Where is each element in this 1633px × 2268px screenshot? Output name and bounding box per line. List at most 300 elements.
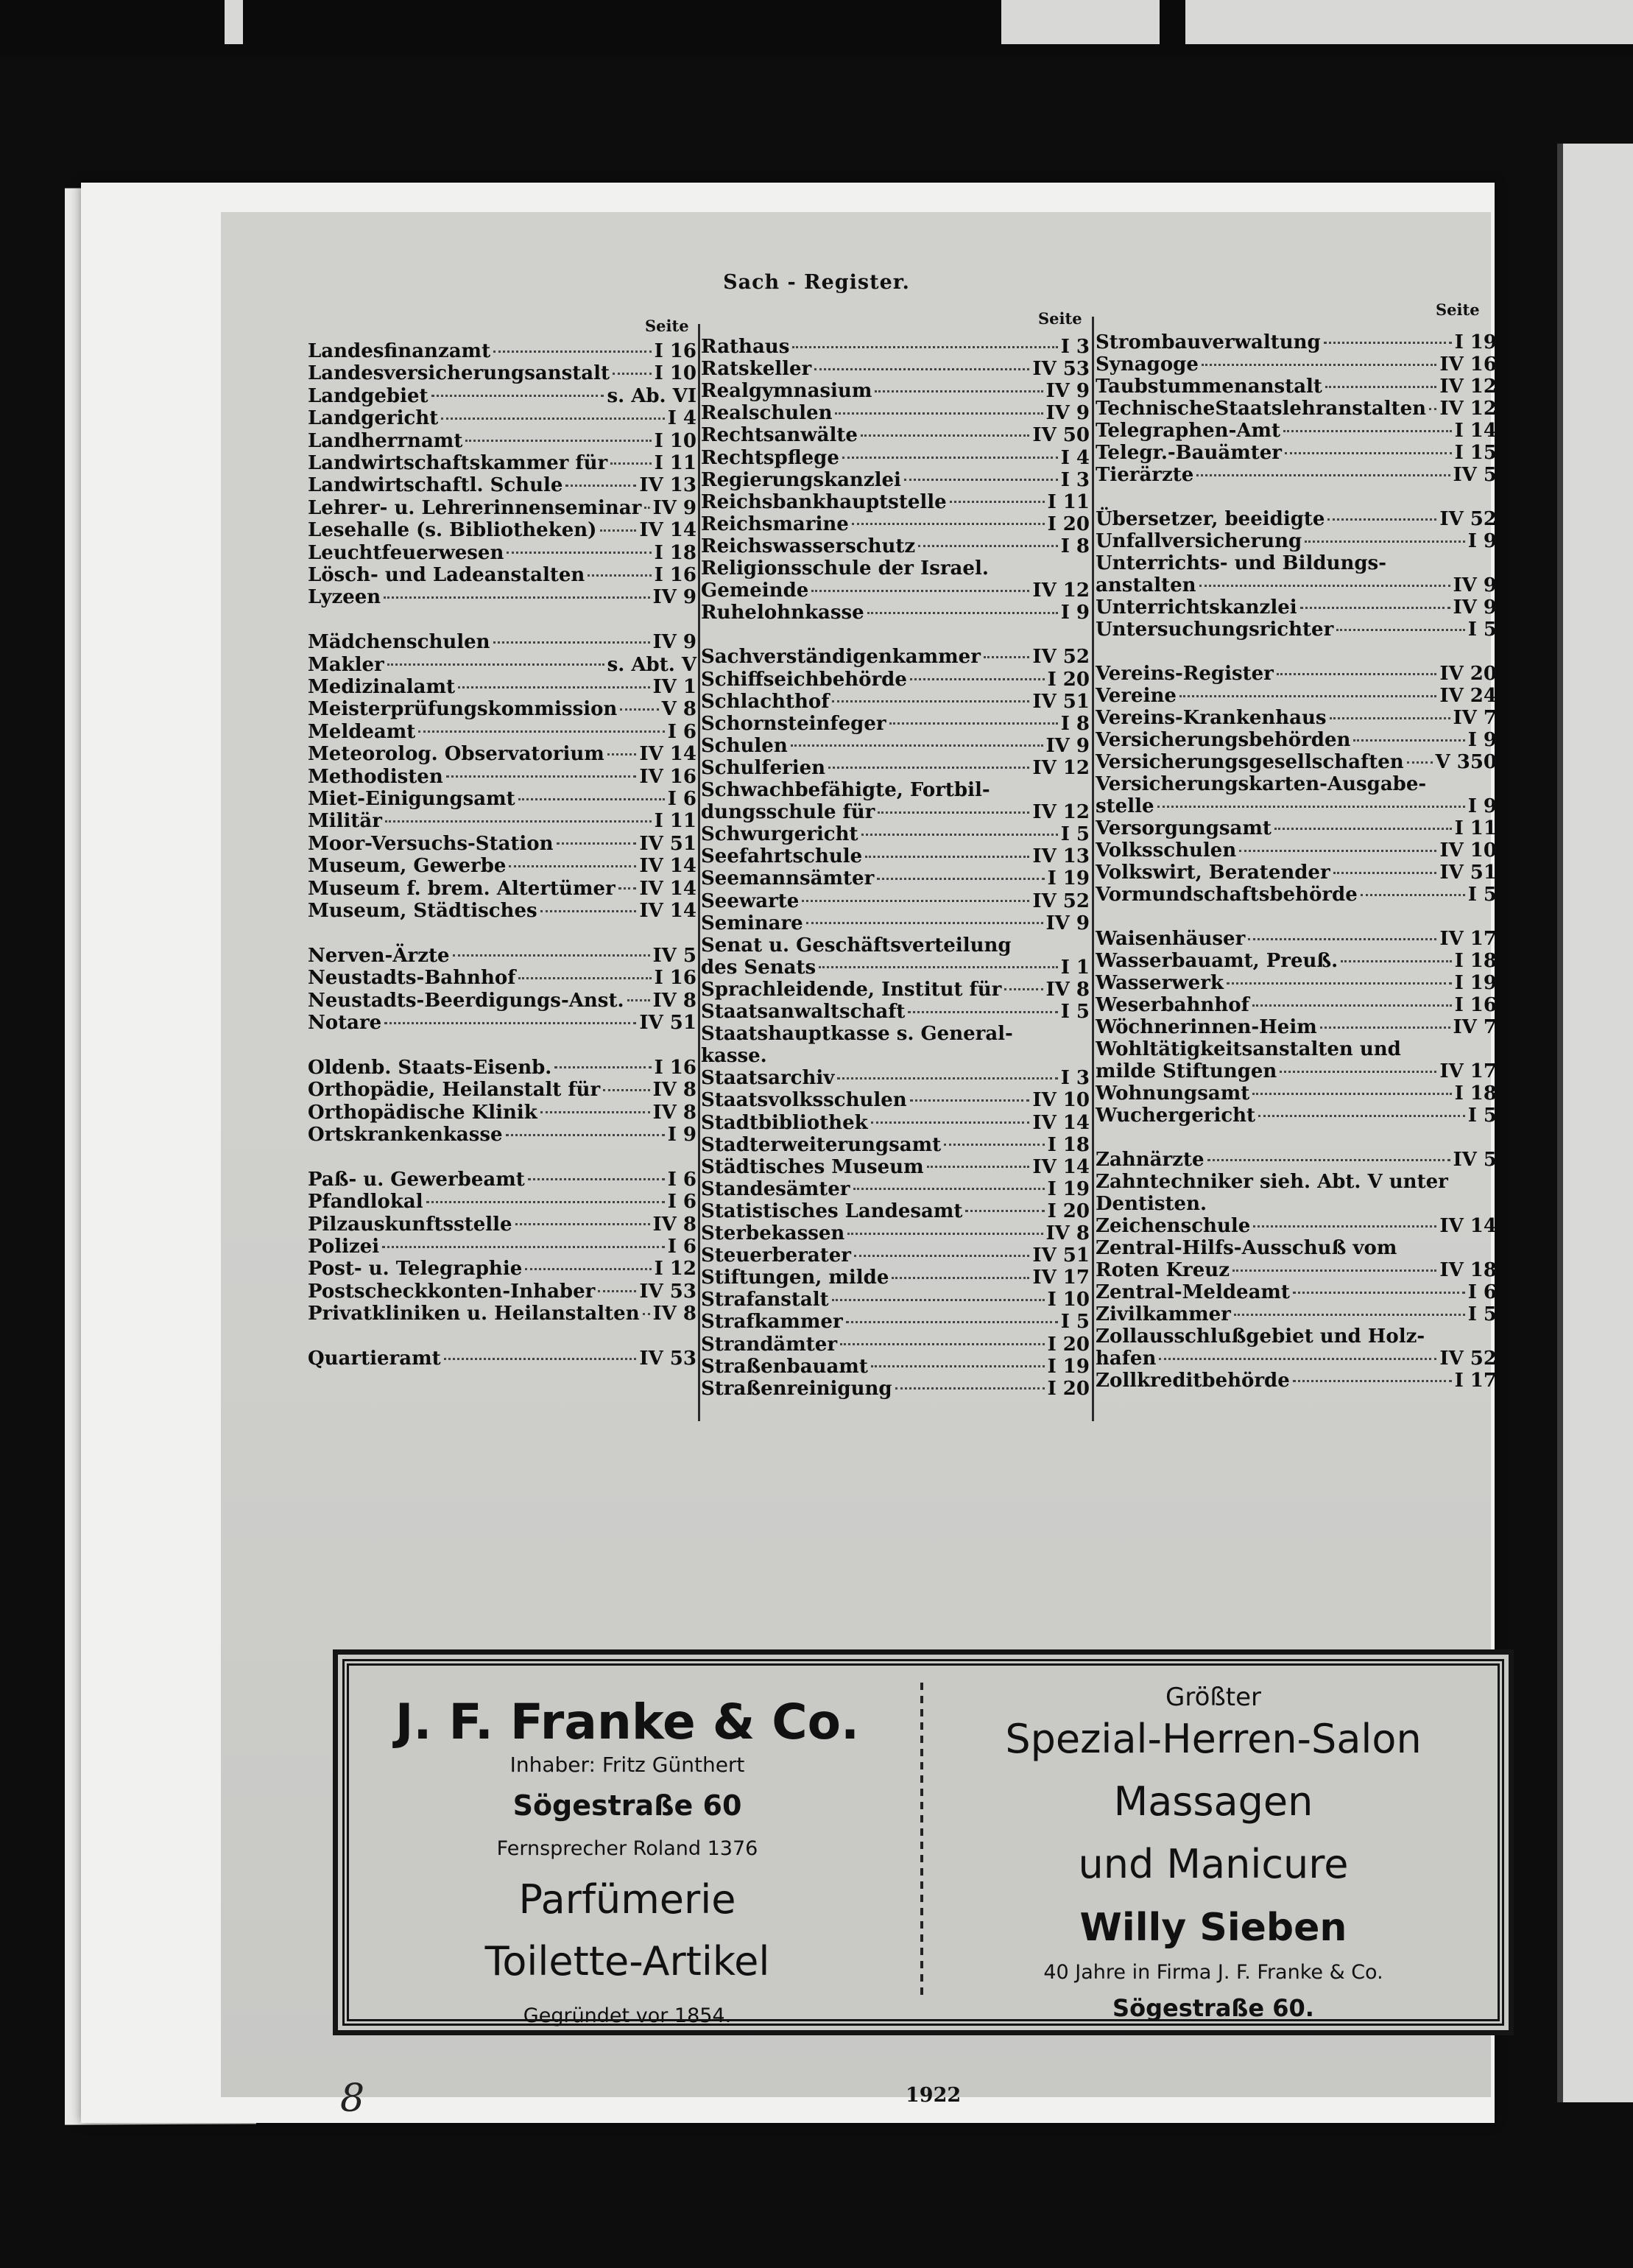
register-entry: [1096, 1370, 1497, 1392]
register-entry: [308, 497, 696, 519]
entry-term: Schwachbefähigte, Fortbil-: [701, 779, 990, 801]
register-entry: [308, 833, 696, 855]
entry-term: Ruhelohnkasse: [701, 602, 864, 624]
leader-dots: [837, 1077, 1057, 1080]
entry-page-ref: IV 8: [652, 1213, 696, 1236]
entry-term: Wasserbauamt, Preuß.: [1096, 950, 1339, 972]
entry-page-ref: I 20: [1047, 1377, 1090, 1400]
entry-page-ref: IV 52: [1439, 1348, 1497, 1370]
entry-term: Wuchergericht: [1096, 1105, 1256, 1127]
leader-dots: [627, 999, 650, 1001]
register-entry: [1096, 574, 1497, 596]
entry-page-ref: I 16: [654, 340, 696, 362]
entry-term: Reichsmarine: [701, 513, 849, 535]
register-entry: [701, 823, 1090, 845]
entry-page-ref: IV 17: [1439, 928, 1497, 950]
entry-page-ref: I 10: [654, 429, 696, 452]
leader-dots: [861, 834, 1058, 836]
adjacent-page: [1557, 144, 1633, 2102]
leader-dots: [565, 485, 636, 487]
leader-dots: [832, 700, 1029, 702]
register-entry: [701, 801, 1090, 823]
register-entry: [701, 1244, 1090, 1267]
entry-term: Religionsschule der Israel.: [701, 557, 989, 580]
entry-page-ref: I 9: [667, 1124, 696, 1146]
entry-page-ref: IV 14: [1439, 1215, 1497, 1237]
leader-dots: [892, 1277, 1029, 1279]
entry-term: Städtisches Museum: [701, 1155, 924, 1178]
entry-term: Quartieramt: [308, 1348, 441, 1370]
leader-dots: [1234, 1314, 1465, 1316]
register-entry: [701, 580, 1090, 602]
entry-term: TechnischeStaatslehranstalten: [1096, 398, 1427, 420]
register-entry: [701, 1378, 1090, 1400]
entry-page-ref: IV 51: [639, 1012, 696, 1034]
entry-page-ref: I 20: [1047, 1200, 1090, 1222]
entry-term: Telegraphen-Amt: [1096, 420, 1281, 442]
leader-dots: [1285, 452, 1452, 454]
entry-term: Weserbahnhof: [1096, 994, 1249, 1016]
register-entry: [308, 990, 696, 1012]
entry-page-ref: IV 12: [1032, 801, 1090, 824]
leader-dots: [853, 1188, 1045, 1190]
entry-term: Mädchenschulen: [308, 631, 490, 654]
entry-page-ref: I 6: [1467, 1281, 1497, 1303]
register-entry: [701, 491, 1090, 513]
column-rule: [1092, 317, 1094, 1421]
register-entry: [1096, 508, 1497, 530]
leader-dots: [613, 373, 652, 375]
register-entry: [1096, 1193, 1497, 1215]
entry-term: Strafanstalt: [701, 1289, 829, 1311]
register-entry: [701, 1001, 1090, 1023]
entry-term: Museum, Städtisches: [308, 900, 537, 922]
register-entry: [1096, 862, 1497, 884]
leader-dots: [1327, 518, 1436, 521]
entry-term: Volksschulen: [1096, 839, 1237, 862]
register-entry: [1096, 839, 1497, 862]
entry-page-ref: IV 13: [1032, 845, 1090, 868]
leader-dots: [418, 730, 664, 733]
entry-page-ref: I 6: [667, 1168, 696, 1191]
entry-term: Straßenbauamt: [701, 1355, 868, 1378]
leader-dots: [1429, 408, 1436, 410]
entry-page-ref: I 6: [667, 788, 696, 810]
leader-dots: [465, 440, 651, 442]
register-entry: [701, 1067, 1090, 1089]
entry-page-ref: IV 1: [652, 676, 696, 698]
register-entry: [1096, 442, 1497, 464]
entry-term: Dentisten.: [1096, 1193, 1207, 1215]
entry-term: Steuerberater: [701, 1244, 851, 1267]
register-entry: [1096, 994, 1497, 1016]
entry-term: Staatsarchiv: [701, 1067, 835, 1090]
entry-page-ref: IV 9: [652, 586, 696, 609]
register-entry: [308, 631, 696, 653]
register-entry: [701, 1089, 1090, 1111]
register-entry: [1096, 707, 1497, 729]
leader-dots: [1202, 364, 1437, 366]
leader-dots: [506, 1134, 665, 1136]
entry-term: stelle: [1096, 795, 1154, 817]
entry-term: Stadterweiterungsamt: [701, 1133, 942, 1156]
register-entry: [1096, 1105, 1497, 1127]
entry-term: Leuchtfeuerwesen: [308, 541, 504, 564]
entry-term: Nerven-Ärzte: [308, 944, 450, 967]
entry-page-ref: IV 17: [1439, 1060, 1497, 1082]
ad-product-line-1: Parfümerie: [518, 1876, 736, 1923]
leader-dots: [832, 1299, 1045, 1301]
leader-dots: [528, 1178, 665, 1180]
leader-dots: [1196, 474, 1450, 476]
leader-dots: [1248, 938, 1436, 940]
entry-term: Versorgungsamt: [1096, 817, 1272, 839]
register-entry: [1096, 464, 1497, 486]
leader-dots: [540, 1111, 650, 1113]
leader-dots: [384, 596, 649, 599]
register-entry: [701, 757, 1090, 779]
leader-dots: [835, 412, 1043, 415]
leader-dots: [1361, 894, 1465, 896]
register-entry: [701, 912, 1090, 934]
entry-page-ref: IV 8: [652, 1079, 696, 1102]
entry-term: Schulferien: [701, 756, 826, 779]
entry-term: Notare: [308, 1012, 382, 1034]
leader-dots: [431, 395, 604, 397]
film-frame-edge: [225, 0, 243, 44]
register-entry: [701, 1222, 1090, 1244]
entry-page-ref: IV 51: [1032, 690, 1090, 713]
leader-dots: [861, 434, 1029, 437]
entry-page-ref: I 18: [1454, 1082, 1497, 1105]
register-entry: [1096, 1281, 1497, 1303]
leader-dots: [1199, 585, 1450, 587]
register-entry: [1096, 353, 1497, 376]
entry-page-ref: I 18: [1454, 950, 1497, 972]
register-entry: [1096, 1259, 1497, 1281]
entry-page-ref: I 9: [1467, 795, 1497, 817]
leader-dots: [607, 753, 637, 756]
register-entry: [701, 1356, 1090, 1378]
register-entry: [308, 676, 696, 698]
entry-term: Makler: [308, 653, 384, 676]
leader-dots: [1293, 1380, 1452, 1382]
leader-dots: [1227, 982, 1452, 985]
entry-term: Reichsbankhauptstelle: [701, 490, 947, 513]
entry-term: Moor-Versuchs-Station: [308, 832, 554, 855]
leader-dots: [806, 922, 1043, 924]
register-entry: [701, 713, 1090, 735]
entry-term: des Senats: [701, 956, 816, 979]
entry-term: Roten Kreuz: [1096, 1259, 1230, 1281]
register-entry: [308, 810, 696, 832]
entry-term: Realschulen: [701, 402, 833, 425]
leader-dots: [1407, 761, 1433, 764]
entry-page-ref: IV 51: [639, 832, 696, 855]
leader-dots: [385, 820, 652, 823]
entry-term: Medizinalamt: [308, 676, 456, 698]
leader-dots: [965, 1210, 1044, 1212]
register-entry: [308, 654, 696, 676]
entry-term: Lesehalle (s. Bibliotheken): [308, 519, 597, 542]
film-frame-edge: [1185, 0, 1633, 44]
register-entry: [1096, 1237, 1497, 1259]
register-entry: [308, 766, 696, 788]
entry-term: Zeichenschule: [1096, 1215, 1251, 1237]
leader-dots: [889, 722, 1058, 725]
ad-company-name: J. F. Franke & Co.: [395, 1694, 860, 1750]
leader-dots: [1004, 988, 1043, 990]
register-entry: [308, 900, 696, 922]
entry-page-ref: I 3: [1060, 468, 1090, 491]
entry-term: Unfallversicherung: [1096, 530, 1302, 552]
entry-term: milde Stiftungen: [1096, 1060, 1277, 1082]
register-entry: [701, 1045, 1090, 1067]
register-entry: [701, 890, 1090, 912]
register-entry: [701, 424, 1090, 446]
entry-term: Rechtsanwälte: [701, 424, 858, 447]
leader-dots: [426, 1201, 665, 1203]
entry-page-ref: I 8: [1060, 535, 1090, 557]
film-frame-edge: [1001, 0, 1160, 44]
entry-term: Statistisches Landesamt: [701, 1200, 963, 1222]
entry-page-ref: IV 9: [1045, 734, 1090, 757]
entry-page-ref: I 5: [1060, 1001, 1090, 1023]
register-entry: [308, 1102, 696, 1124]
entry-page-ref: I 16: [654, 967, 696, 990]
leader-dots: [1293, 1292, 1465, 1294]
register-entry: [701, 845, 1090, 867]
entry-term: Regierungskanzlei: [701, 468, 901, 491]
register-entry: [701, 1023, 1090, 1045]
register-entry: [308, 721, 696, 743]
entry-page-ref: I 9: [1467, 729, 1497, 751]
leader-dots: [877, 878, 1044, 880]
register-entry: [1096, 950, 1497, 972]
leader-dots: [918, 545, 1057, 547]
leader-dots: [540, 910, 637, 912]
entry-page-ref: I 14: [1454, 420, 1497, 442]
entry-page-ref: IV 12: [1032, 756, 1090, 779]
register-entry: [1096, 1149, 1497, 1171]
leader-dots: [950, 501, 1045, 503]
entry-term: Tierärzte: [1096, 464, 1194, 486]
register-entry: [308, 878, 696, 900]
entry-page-ref: I 20: [1047, 513, 1090, 535]
leader-dots: [944, 1144, 1044, 1146]
entry-page-ref: I 5: [1467, 1303, 1497, 1325]
entry-term: Schiffseichbehörde: [701, 668, 907, 691]
register-entry: [1096, 663, 1497, 685]
register-entry: [701, 867, 1090, 890]
entry-page-ref: IV 14: [639, 743, 696, 766]
ad-salon-line-3: Massagen: [1113, 1778, 1313, 1825]
entry-term: Untersuchungsrichter: [1096, 619, 1334, 641]
entry-page-ref: I 11: [1454, 817, 1497, 839]
register-entry: [1096, 795, 1497, 817]
entry-term: Strandämter: [701, 1333, 838, 1356]
register-entry: [308, 1012, 696, 1034]
entry-term: Versicherungsgesellschaften: [1096, 751, 1404, 773]
leader-dots: [446, 775, 637, 778]
register-entry: [308, 1214, 696, 1236]
leader-dots: [1157, 806, 1465, 808]
leader-dots: [1305, 540, 1465, 543]
entry-page-ref: I 11: [654, 810, 696, 833]
register-entry: [701, 646, 1090, 668]
leader-dots: [1300, 607, 1450, 609]
leader-dots: [525, 1268, 651, 1270]
entry-page-ref: IV 8: [652, 1303, 696, 1325]
entry-term: hafen: [1096, 1348, 1157, 1370]
leader-dots: [1341, 960, 1451, 962]
entry-page-ref: I 5: [1060, 823, 1090, 846]
leader-dots: [1159, 1358, 1436, 1360]
entry-term: Seefahrtschule: [701, 845, 863, 868]
entry-page-ref: I 19: [1454, 972, 1497, 994]
leader-dots: [847, 1233, 1043, 1235]
ad-salon-line-2: Spezial-Herren-Salon: [1005, 1716, 1422, 1762]
leader-dots: [515, 1223, 650, 1225]
register-entry: [308, 1348, 696, 1370]
entry-term: Strombauverwaltung: [1096, 331, 1321, 353]
entry-page-ref: I 8: [1060, 712, 1090, 735]
entry-term: Landwirtschaftskammer für: [308, 452, 608, 474]
entry-term: Staatsvolksschulen: [701, 1089, 907, 1112]
entry-page-ref: IV 52: [1032, 890, 1090, 912]
entry-term: Straßenreinigung: [701, 1377, 892, 1400]
leader-dots: [1330, 717, 1450, 719]
register-entry: [308, 1124, 696, 1146]
entry-page-ref: IV 16: [1439, 353, 1497, 376]
leader-dots: [1239, 850, 1436, 852]
entry-page-ref: I 4: [667, 407, 696, 430]
ad-phone: Fernsprecher Roland 1376: [496, 1837, 758, 1860]
leader-dots: [620, 708, 658, 711]
entry-term: Landgebiet: [308, 384, 428, 407]
register-entry: [308, 430, 696, 452]
entry-term: Polizei: [308, 1236, 380, 1258]
entry-term: Landwirtschaftl. Schule: [308, 474, 563, 497]
leader-dots: [840, 1343, 1045, 1345]
entry-page-ref: I 9: [1467, 530, 1497, 552]
register-entry: [701, 1311, 1090, 1333]
entry-page-ref: IV 12: [1439, 398, 1497, 420]
register-entry: [701, 691, 1090, 713]
leader-dots: [644, 507, 649, 509]
entry-term: Seewarte: [701, 890, 800, 912]
entry-term: Pfandlokal: [308, 1191, 423, 1214]
register-entry: [1096, 729, 1497, 751]
register-entry: [1096, 928, 1497, 950]
register-entry: [1096, 420, 1497, 442]
entry-term: Staatsanwaltschaft: [701, 1001, 906, 1023]
leader-dots: [792, 346, 1057, 348]
entry-page-ref: I 16: [654, 564, 696, 586]
entry-page-ref: IV 9: [1045, 912, 1090, 934]
register-entry: [1096, 972, 1497, 994]
register-entry: [1096, 619, 1497, 641]
register-entry: [308, 1303, 696, 1325]
register-entry: [1096, 1325, 1497, 1348]
leader-dots: [910, 1099, 1030, 1102]
leader-dots: [493, 351, 652, 353]
leader-dots: [618, 887, 637, 890]
ad-street: Sögestraße 60: [512, 1789, 742, 1822]
register-entry: [308, 855, 696, 877]
register-entry: [308, 698, 696, 720]
register-entry: [701, 1134, 1090, 1156]
entry-page-ref: I 5: [1467, 619, 1497, 641]
leader-dots: [384, 1022, 636, 1024]
leader-dots: [509, 865, 636, 867]
leader-dots: [1179, 695, 1437, 697]
entry-page-ref: IV 8: [1045, 1222, 1090, 1244]
seite-label: Seite: [645, 317, 689, 335]
register-entry: [308, 542, 696, 564]
entry-term: Landesversicherungsanstalt: [308, 362, 610, 385]
entry-term: Wasserwerk: [1096, 972, 1224, 994]
entry-page-ref: I 9: [1060, 602, 1090, 624]
entry-page-ref: IV 5: [652, 944, 696, 967]
leader-dots: [871, 1365, 1045, 1367]
entry-term: Schlachthof: [701, 690, 830, 713]
entry-page-ref: IV 8: [1045, 978, 1090, 1001]
entry-term: Wohnungsamt: [1096, 1082, 1250, 1105]
register-entry: [701, 402, 1090, 424]
leader-dots: [643, 1313, 650, 1315]
entry-page-ref: I 18: [1047, 1133, 1090, 1156]
entry-term: Synagoge: [1096, 353, 1199, 376]
entry-term: Oldenb. Staats-Eisenb.: [308, 1056, 552, 1079]
register-entry: [308, 788, 696, 810]
entry-page-ref: IV 7: [1453, 1016, 1497, 1038]
ad-salon-street: Sögestraße 60.: [1112, 1994, 1314, 2022]
entry-term: Museum, Gewerbe: [308, 855, 507, 878]
leader-dots: [854, 1255, 1029, 1257]
entry-page-ref: I 11: [654, 452, 696, 474]
entry-page-ref: IV 5: [1453, 1149, 1497, 1171]
register-entry: [1096, 751, 1497, 773]
entry-page-ref: IV 9: [1453, 596, 1497, 619]
entry-term: Zollausschlußgebiet und Holz-: [1096, 1325, 1425, 1348]
seite-label: Seite: [1436, 300, 1480, 319]
entry-term: Wohltätigkeitsanstalten und: [1096, 1038, 1401, 1060]
entry-term: Zahntechniker sieh. Abt. V unter: [1096, 1171, 1448, 1193]
entry-page-ref: IV 9: [652, 631, 696, 654]
entry-page-ref: IV 7: [1453, 707, 1497, 729]
register-entry: [1096, 530, 1497, 552]
register-entry: [701, 957, 1090, 979]
leader-dots: [1277, 673, 1437, 675]
entry-term: Lyzeen: [308, 586, 381, 609]
entry-term: Orthopädische Klinik: [308, 1101, 537, 1124]
entry-term: Neustadts-Bahnhof: [308, 967, 516, 990]
register-entry: [308, 362, 696, 384]
leader-dots: [610, 462, 651, 465]
register-entry: [701, 358, 1090, 380]
entry-term: Volkswirt, Beratender: [1096, 862, 1330, 884]
register-entry: [701, 535, 1090, 557]
entry-page-ref: I 19: [1454, 331, 1497, 353]
ad-salon-line-4: und Manicure: [1078, 1841, 1349, 1887]
entry-term: Wöchnerinnen-Heim: [1096, 1016, 1317, 1038]
leader-dots: [557, 842, 637, 845]
entry-term: Standesämter: [701, 1177, 850, 1200]
entry-page-ref: I 16: [654, 1056, 696, 1079]
leader-dots: [904, 479, 1058, 481]
register-entry: [1096, 1038, 1497, 1060]
